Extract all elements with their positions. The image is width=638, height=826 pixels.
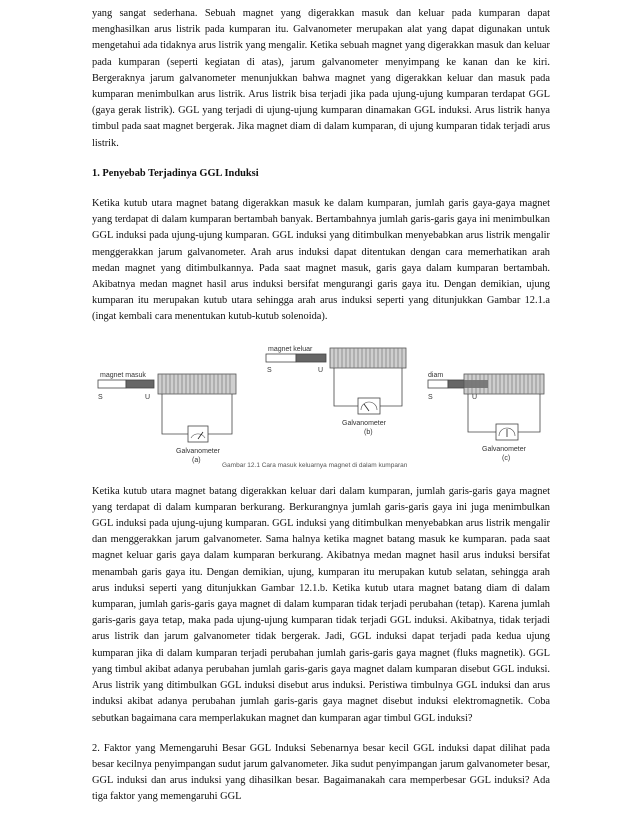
paragraph-intro: yang sangat sederhana. Sebuah magnet yang digerakkan masuk dan keluar pada kumparan dapat menghasilkan arus listrik pada kumparan itu. Galvanometer merupakan alat yang dapat digunakan untuk mengetahui ada tidaknya arus listrik yang mengalir. Ketika sebuah magnet yang digerakkan masuk dan keluar pada kumparan (seperti kegiatan di atas), jarum galvanometer menyimpang ke kanan dan ke kiri. Bergeraknya jarum galvanometer menunjukkan bahwa magnet yang digerakkan keluar dan masuk pada kumparan menimbulkan arus listrik. Arus listrik bisa terjadi jika pada ujung-ujung kumparan terdapat GGL (gaya gerak listrik). GGL yang terjadi di ujung-ujung kumparan dinamakan GGL induksi. Arus listrik hanya timbul pada saat magnet bergerak. Jika magnet diam di dalam kumparan, di ujung kumparan tidak terjadi arus listrik. xyxy=(92,8,550,149)
label-sub-a: (a) xyxy=(192,456,201,464)
coil-a xyxy=(158,374,236,394)
pole-a-u: U xyxy=(145,393,151,401)
pole-c-u: U xyxy=(472,393,478,401)
paragraph-magnet-out: Ketika kutub utara magnet batang digerakkan keluar dari dalam kumparan, jumlah garis-garis gaya magnet yang terdapat di dalam kumparan berkurang. Berkurangnya jumlah garis-garis gaya ini juga menimbulkan GGL induksi pada ujung-ujung kumparan. GGL induksi yang ditimbulkan menyebabkan arus listrik mengalir dan menggerakkan jarum galvanometer. Sama halnya ketika magnet batang masuk ke kumparan. pada saat magnet keluar garis gaya dalam kumparan berkurang. Akibatnya medan magnet hasil arus induksi bersifat menambah garis gaya itu. Dengan demikian, ujung, kumparan itu merupakan kutub selatan, sehingga arah arus induksi seperti yang ditunjukkan Gambar 12.1.b. Ketika kutub utara magnet batang diam di dalam kumparan, jumlah garis-garis gaya magnet di dalam kumparan tidak terjadi perubahan (tetap). Karena jumlah garis-garis gaya tetap, maka pada ujung-ujung kumparan tidak terjadi GGL induksi. Akibatnya, tidak terjadi arus listrik dan jarum galvanometer tidak bergerak. Jadi, GGL induksi dapat terjadi pada kedua ujung kumparan jika di dalam kumparan terjadi perubahan jumlah garis-garis gaya magnet (fluks magnetik). GGL yang timbul akibat adanya perubahan jumlah garis-garis gaya magnet dalam kumparan disebut GGL induksi. Arus listrik yang ditimbulkan GGL induksi disebut arus induksi. Peristiwa timbulnya GGL induksi dan arus induksi akibat adanya perubahan jumlah garis-garis gaya magnet disebut induksi elektromagnetik. Coba sebutkan bagaimana cara memperlakukan magnet dan kumparan agar timbul GGL induksi? xyxy=(92,485,550,724)
document-page xyxy=(92,6,550,806)
section-heading-1: 1. Penyebab Terjadinya GGL Induksi xyxy=(92,167,259,179)
label-magnet-masuk: magnet masuk xyxy=(100,371,146,379)
paragraph-factors: 2. Faktor yang Memengaruhi Besar GGL Induksi Sebenarnya besar kecil GGL induksi dapat dilihat pada besar kecilnya penyimpangan sudut jarum galvanometer. Jika sudut penyimpangan jarum galvanometer besar, GGL induksi dan arus induksi yang dihasilkan besar. Bagaimanakah cara memperbesar GGL induksi? Ada tiga faktor yang memengaruhi GGL xyxy=(92,742,550,803)
figure-12-1 xyxy=(92,334,550,474)
label-sub-c: (c) xyxy=(502,454,511,462)
paragraph-cause: Ketika kutub utara magnet batang digerakkan masuk ke dalam kumparan, jumlah garis gaya-gaya magnet yang terdapat di dalam kumparan bertambah banyak. Bertambahnya jumlah garis-garis gaya ini menimbulkan GGL induksi pada ujung-ujung kumparan. GGL induksi yang ditimbulkan menyebabkan arus listrik mengalir menggerakkan jarum galvanometer. Arah arus induksi dapat ditentukan dengan cara memerhatikan arah medan magnet yang ditimbulkannya. Pada saat magnet masuk, garis gaya dalam kumparan bertambah. Akibatnya medan magnet hasil arus induksi bersifat mengurangi garis gaya itu. Dengan demikian, ujung kumparan itu merupakan kutub utara sehingga arah arus induksi seperti yang ditunjukkan Gambar 12.1.a (ingat kembali cara menentukan kutub-kutub solenoida). xyxy=(92,198,550,323)
label-galvanometer-c: Galvanometer xyxy=(482,445,526,453)
coil-b xyxy=(330,348,406,368)
galvanometer-b xyxy=(358,398,380,414)
pole-b-u: U xyxy=(318,366,324,374)
wire-b-left xyxy=(334,368,358,406)
pole-a-s: S xyxy=(98,393,103,401)
label-magnet-keluar: magnet keluar xyxy=(268,345,313,353)
wire-c-right xyxy=(518,394,540,432)
wire-b-right xyxy=(380,368,402,406)
wire-a-right xyxy=(208,394,232,434)
pole-c-s: S xyxy=(428,393,433,401)
label-diam: diam xyxy=(428,371,444,379)
label-galvanometer-a: Galvanometer xyxy=(176,447,220,455)
pole-b-s: S xyxy=(267,366,272,374)
label-sub-b: (b) xyxy=(364,428,373,436)
label-galvanometer-b: Galvanometer xyxy=(342,419,386,427)
wire-a-left xyxy=(162,394,188,434)
figure-caption: Gambar 12.1 Cara masuk keluarnya magnet di dalam kumparan xyxy=(222,461,408,469)
diagram-c xyxy=(428,374,544,440)
